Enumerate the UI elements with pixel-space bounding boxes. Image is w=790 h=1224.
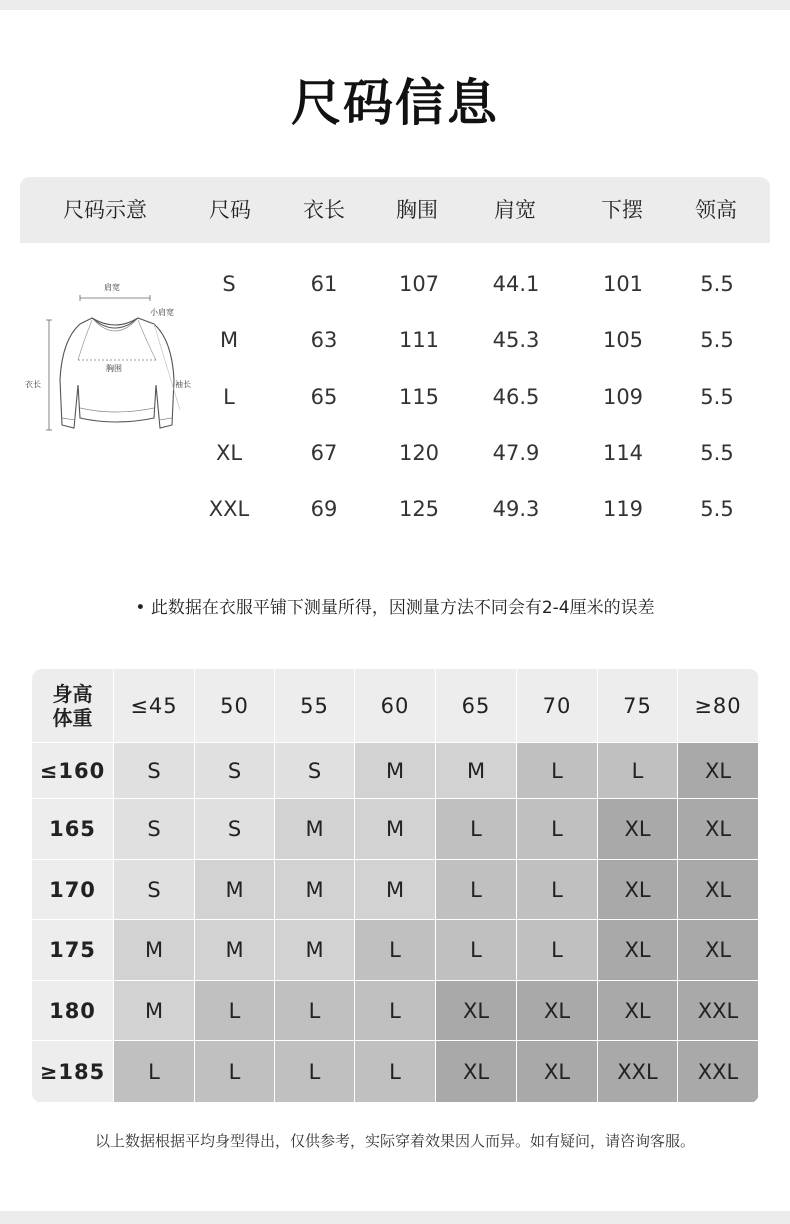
size-recommendation-cell: L [517,799,598,860]
sweater-illustration [22,280,197,440]
size-recommendation-cell: M [275,799,355,860]
size-recommendation-cell: XL [598,860,678,920]
size-cell: 46.5 [492,385,540,409]
size-recommendation-cell: S [114,743,195,799]
size-recommendation-cell: L [195,1041,275,1103]
corner-label: 体重 [52,705,93,730]
size-recommendation-cell: L [436,799,517,860]
size-recommendation-cell: L [275,981,355,1041]
size-recommendation-cell: S [114,860,195,920]
size-recommendation-cell: L [598,743,678,799]
size-recommendation-cell: L [355,981,436,1041]
weight-header: 60 [355,669,436,743]
size-recommendation-cell: XL [678,860,759,920]
size-recommendation-cell: M [436,743,517,799]
size-recommendation-cell: XL [517,1041,598,1103]
size-cell: 105 [602,328,644,352]
size-cell: M [219,328,239,352]
header-length: 衣长 [303,198,345,222]
weight-header: 75 [598,669,678,743]
size-cell: 120 [398,441,440,465]
size-cell: 44.1 [492,272,540,296]
size-recommendation-cell: XL [436,1041,517,1103]
size-recommendation-cell: L [195,981,275,1041]
height-header: ≤160 [32,743,114,799]
size-cell: 61 [310,272,338,296]
bottom-band [0,1211,790,1224]
size-recommendation-cell: L [355,920,436,981]
header-hem: 下摆 [601,198,643,222]
size-recommendation-cell: M [355,799,436,860]
size-recommendation-cell: M [114,920,195,981]
size-cell: 115 [398,385,440,409]
size-recommendation-cell: XL [678,743,759,799]
size-recommendation-cell: L [517,920,598,981]
weight-header: 50 [195,669,275,743]
weight-header: ≥80 [678,669,759,743]
size-recommendation-cell: XXL [678,1041,759,1103]
top-band [0,0,790,10]
size-recommendation-cell: L [436,920,517,981]
size-recommendation-cell: XL [598,920,678,981]
size-recommendation-cell: L [517,860,598,920]
size-recommendation-cell: M [275,860,355,920]
size-recommendation-cell: XL [678,799,759,860]
weight-header: ≤45 [114,669,195,743]
size-recommendation-cell: L [275,1041,355,1103]
weight-header: 70 [517,669,598,743]
size-recommendation-cell: XXL [598,1041,678,1103]
size-cell: 47.9 [492,441,540,465]
size-recommendation-cell: L [517,743,598,799]
size-cell: 5.5 [700,441,734,465]
size-recommendation-cell: M [195,860,275,920]
size-recommendation-cell: M [355,743,436,799]
measurement-note: • 此数据在衣服平铺下测量所得，因测量方法不同会有2-4厘米的误差 [135,598,655,618]
size-cell: 5.5 [700,328,734,352]
size-recommendation-cell: L [355,1041,436,1103]
weight-header: 65 [436,669,517,743]
header-diagram: 尺码示意 [63,198,147,222]
header-collar: 领高 [695,198,737,222]
size-recommendation-cell: M [355,860,436,920]
size-recommendation-cell: L [436,860,517,920]
size-cell: 5.5 [700,272,734,296]
size-cell: L [223,385,235,409]
label-chest: 胸围 [106,364,122,373]
size-recommendation-cell: S [275,743,355,799]
size-recommendation-cell: S [195,799,275,860]
header-shoulder: 肩宽 [494,198,536,222]
label-length: 衣长 [25,380,41,389]
size-cell: 65 [310,385,338,409]
size-cell: XL [215,441,243,465]
footer-note: 以上数据根据平均身型得出，仅供参考，实际穿着效果因人而异。如有疑问，请咨询客服。 [94,1132,695,1150]
size-cell: XXL [208,497,250,521]
size-cell: 111 [398,328,440,352]
size-cell: 67 [310,441,338,465]
corner-cell [32,669,114,743]
size-cell: 5.5 [700,385,734,409]
page-title: 尺码信息 [291,74,499,132]
size-recommendation-cell: XL [678,920,759,981]
size-recommendation-cell: XL [598,981,678,1041]
size-cell: 119 [602,497,644,521]
size-cell: 107 [398,272,440,296]
header-chest: 胸围 [396,198,438,222]
size-recommendation-cell: L [114,1041,195,1103]
size-cell: 45.3 [492,328,540,352]
size-recommendation-cell: XL [598,799,678,860]
height-header: 170 [32,860,114,920]
size-cell: 109 [602,385,644,409]
label-sleeve: 袖长 [175,380,191,389]
header-size: 尺码 [209,198,251,222]
label-shoulder: 肩宽 [104,283,120,292]
size-cell: 69 [310,497,338,521]
size-recommendation-cell: S [114,799,195,860]
garment-diagram [22,280,197,440]
size-table-header [20,177,770,243]
corner-label: 身高 [52,681,93,706]
label-small-shoulder: 小肩宽 [150,308,174,317]
size-cell: 101 [602,272,644,296]
size-cell: 49.3 [492,497,540,521]
recommendation-table [32,669,759,1103]
size-cell: 125 [398,497,440,521]
size-recommendation-cell: M [275,920,355,981]
size-cell: S [222,272,236,296]
size-recommendation-cell: XL [436,981,517,1041]
height-header: 165 [32,799,114,860]
size-recommendation-cell: XL [517,981,598,1041]
size-recommendation-cell: S [195,743,275,799]
height-header: 175 [32,920,114,981]
size-cell: 5.5 [700,497,734,521]
size-recommendation-cell: M [195,920,275,981]
height-header: ≥185 [32,1041,114,1103]
size-cell: 63 [310,328,338,352]
size-recommendation-cell: M [114,981,195,1041]
size-recommendation-cell: XXL [678,981,759,1041]
weight-header: 55 [275,669,355,743]
height-header: 180 [32,981,114,1041]
size-cell: 114 [602,441,644,465]
